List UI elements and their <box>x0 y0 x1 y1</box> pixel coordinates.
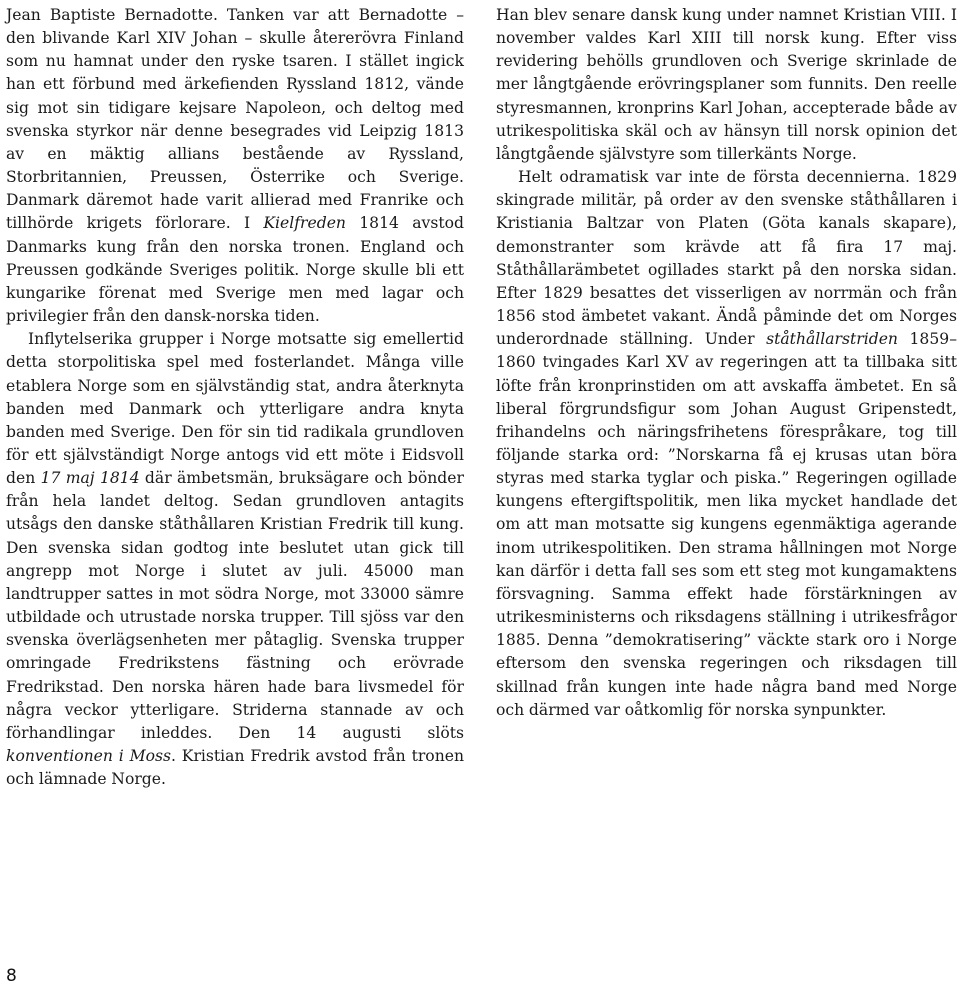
right-paragraph-2-b: 1859–1860 tvingades Karl XV av regeringen att ta tillbaka sitt löfte från kronprinstiden om att avskaffa ämbetet. En så liberal förgrundsfigur som Johan August Gripenstedt, frihandelns och näringsfrihetens förespråkare, tog till följande starka ord: ”Norskarna få ej krusas utan böra styras med starka tyglar och piska.” Regeringen ogillade kungens eftergiftspolitik, men lika mycket handlade det om att man motsatte sig kungens egenmäktiga agerande inom utrikespolitiken. Den strama hållningen mot Norge kan därför i detta fall ses som ett steg mot kungamaktens försvagning. Samma effekt hade förstärkningen av utrikesministerns och riksdagens ställning i utrikesfrågor 1885. Denna ”demokratisering” väckte stark oro i Norge eftersom den svenska regeringen och riksdagen till skillnad från kungen inte hade några band med Norge och därmed var oåtkomlig för norska synpunkter. <box>496 330 957 719</box>
left-paragraph-1-pre: I <box>243 214 264 233</box>
page-number: 8 <box>6 966 17 986</box>
left-paragraph-1-kielfreden: Kielfreden <box>263 214 346 233</box>
left-paragraph-2 <box>6 328 464 791</box>
right-column <box>496 4 957 722</box>
right-paragraph-2-strife: ståthållarstriden <box>766 330 898 349</box>
left-paragraph-2-moss: konventionen i Moss <box>6 747 171 765</box>
left-paragraph-1-text: Jean Baptiste Bernadotte. Tanken var att Bernadotte – den blivande Karl XIV Johan – skulle återerövra Finland som nu hamnat under den ryske tsaren. I stället ingick han ett förbund med ärkefienden Ryssland 1812, vände sig mot sin tidigare kejsare Napoleon, och deltog med svenska styrkor när denne besegrades vid Leipzig 1813 av en mäktig allians bestående av Ryssland, Storbritannien, Preussen, Österrike och Sverige. Danmark däremot hade varit allierad med Franrike och tillhörde krigets förlorare. <box>6 6 464 233</box>
left-paragraph-2-a: Inflytelserika grupper i Norge motsatte sig emellertid detta storpolitiska spel med fosterlandet. Många ville etablera Norge som en självständig stat, andra återknyta banden med Danmark och ytterligare andra knyta banden med Sverige. Den för sin tid radikala grundloven för ett självständigt Norge antogs vid ett möte i Eidsvoll den <box>6 330 464 488</box>
left-paragraph-1-post: 1814 avstod Danmarks kung från den norska tronen. England och Preussen godkände Sveriges politik. Norge skulle bli ett kungarike förenat med Sverige men med lagar och privilegier från den dansk-norska tiden. <box>6 214 464 326</box>
left-paragraph-2-c: . Kristian Fredrik avstod från tronen och lämnade Norge. <box>6 747 465 789</box>
right-paragraph-2 <box>496 166 957 722</box>
right-paragraph-2-a: Helt odramatisk var inte de första decennierna. 1829 skingrade militär, på order av den svenske ståthållaren i Kristiania Baltzar von Platen (Göta kanals skapare), demonstranter som krävde att få fira 17 maj. Ståthållarämbetet ogillades starkt på den norska sidan. Efter 1829 besattes det visserligen av norrmän och från 1856 stod ämbetet vakant. Ändå påminde det om Norges underordnade ställning. Under <box>496 168 957 349</box>
right-paragraph-1-text: Han blev senare dansk kung under namnet Kristian VIII. I november valdes Karl XIII till norsk kung. Efter viss revidering behölls grundloven och Sverige skrinlade de mer långtgående erövringsplaner som funnits. Den reelle styresmannen, kronprins Karl Johan, accepterade både av utrikespolitiska skäl och av hänsyn till norsk opinion det långtgående självstyre som tillerkänts Norge. <box>496 6 957 163</box>
left-paragraph-2-date: 17 maj 1814 <box>40 469 140 488</box>
left-paragraph-1 <box>6 4 464 328</box>
right-paragraph-1 <box>496 4 957 166</box>
left-paragraph-2-b: där ämbetsmän, bruksägare och bönder från hela landet deltog. Sedan grundloven antagits utsågs den danske ståthållaren Kristian Fredrik till kung. Den svenska sidan godtog inte beslutet utan gick till angrepp mot Norge i slutet av juli. 45000 man landtrupper sattes in mot södra Norge, mot 33000 sämre utbildade och utrustade norska trupper. Till sjöss var den svenska överlägsenheten mer påtaglig. Svenska trupper omringade Fredrikstens fästning och erövrade Fredrikstad. Den norska hären hade bara livsmedel för några veckor ytterligare. Striderna stannade av och förhandlingar inleddes. Den 14 augusti slöts <box>6 469 464 742</box>
left-column <box>6 4 464 791</box>
